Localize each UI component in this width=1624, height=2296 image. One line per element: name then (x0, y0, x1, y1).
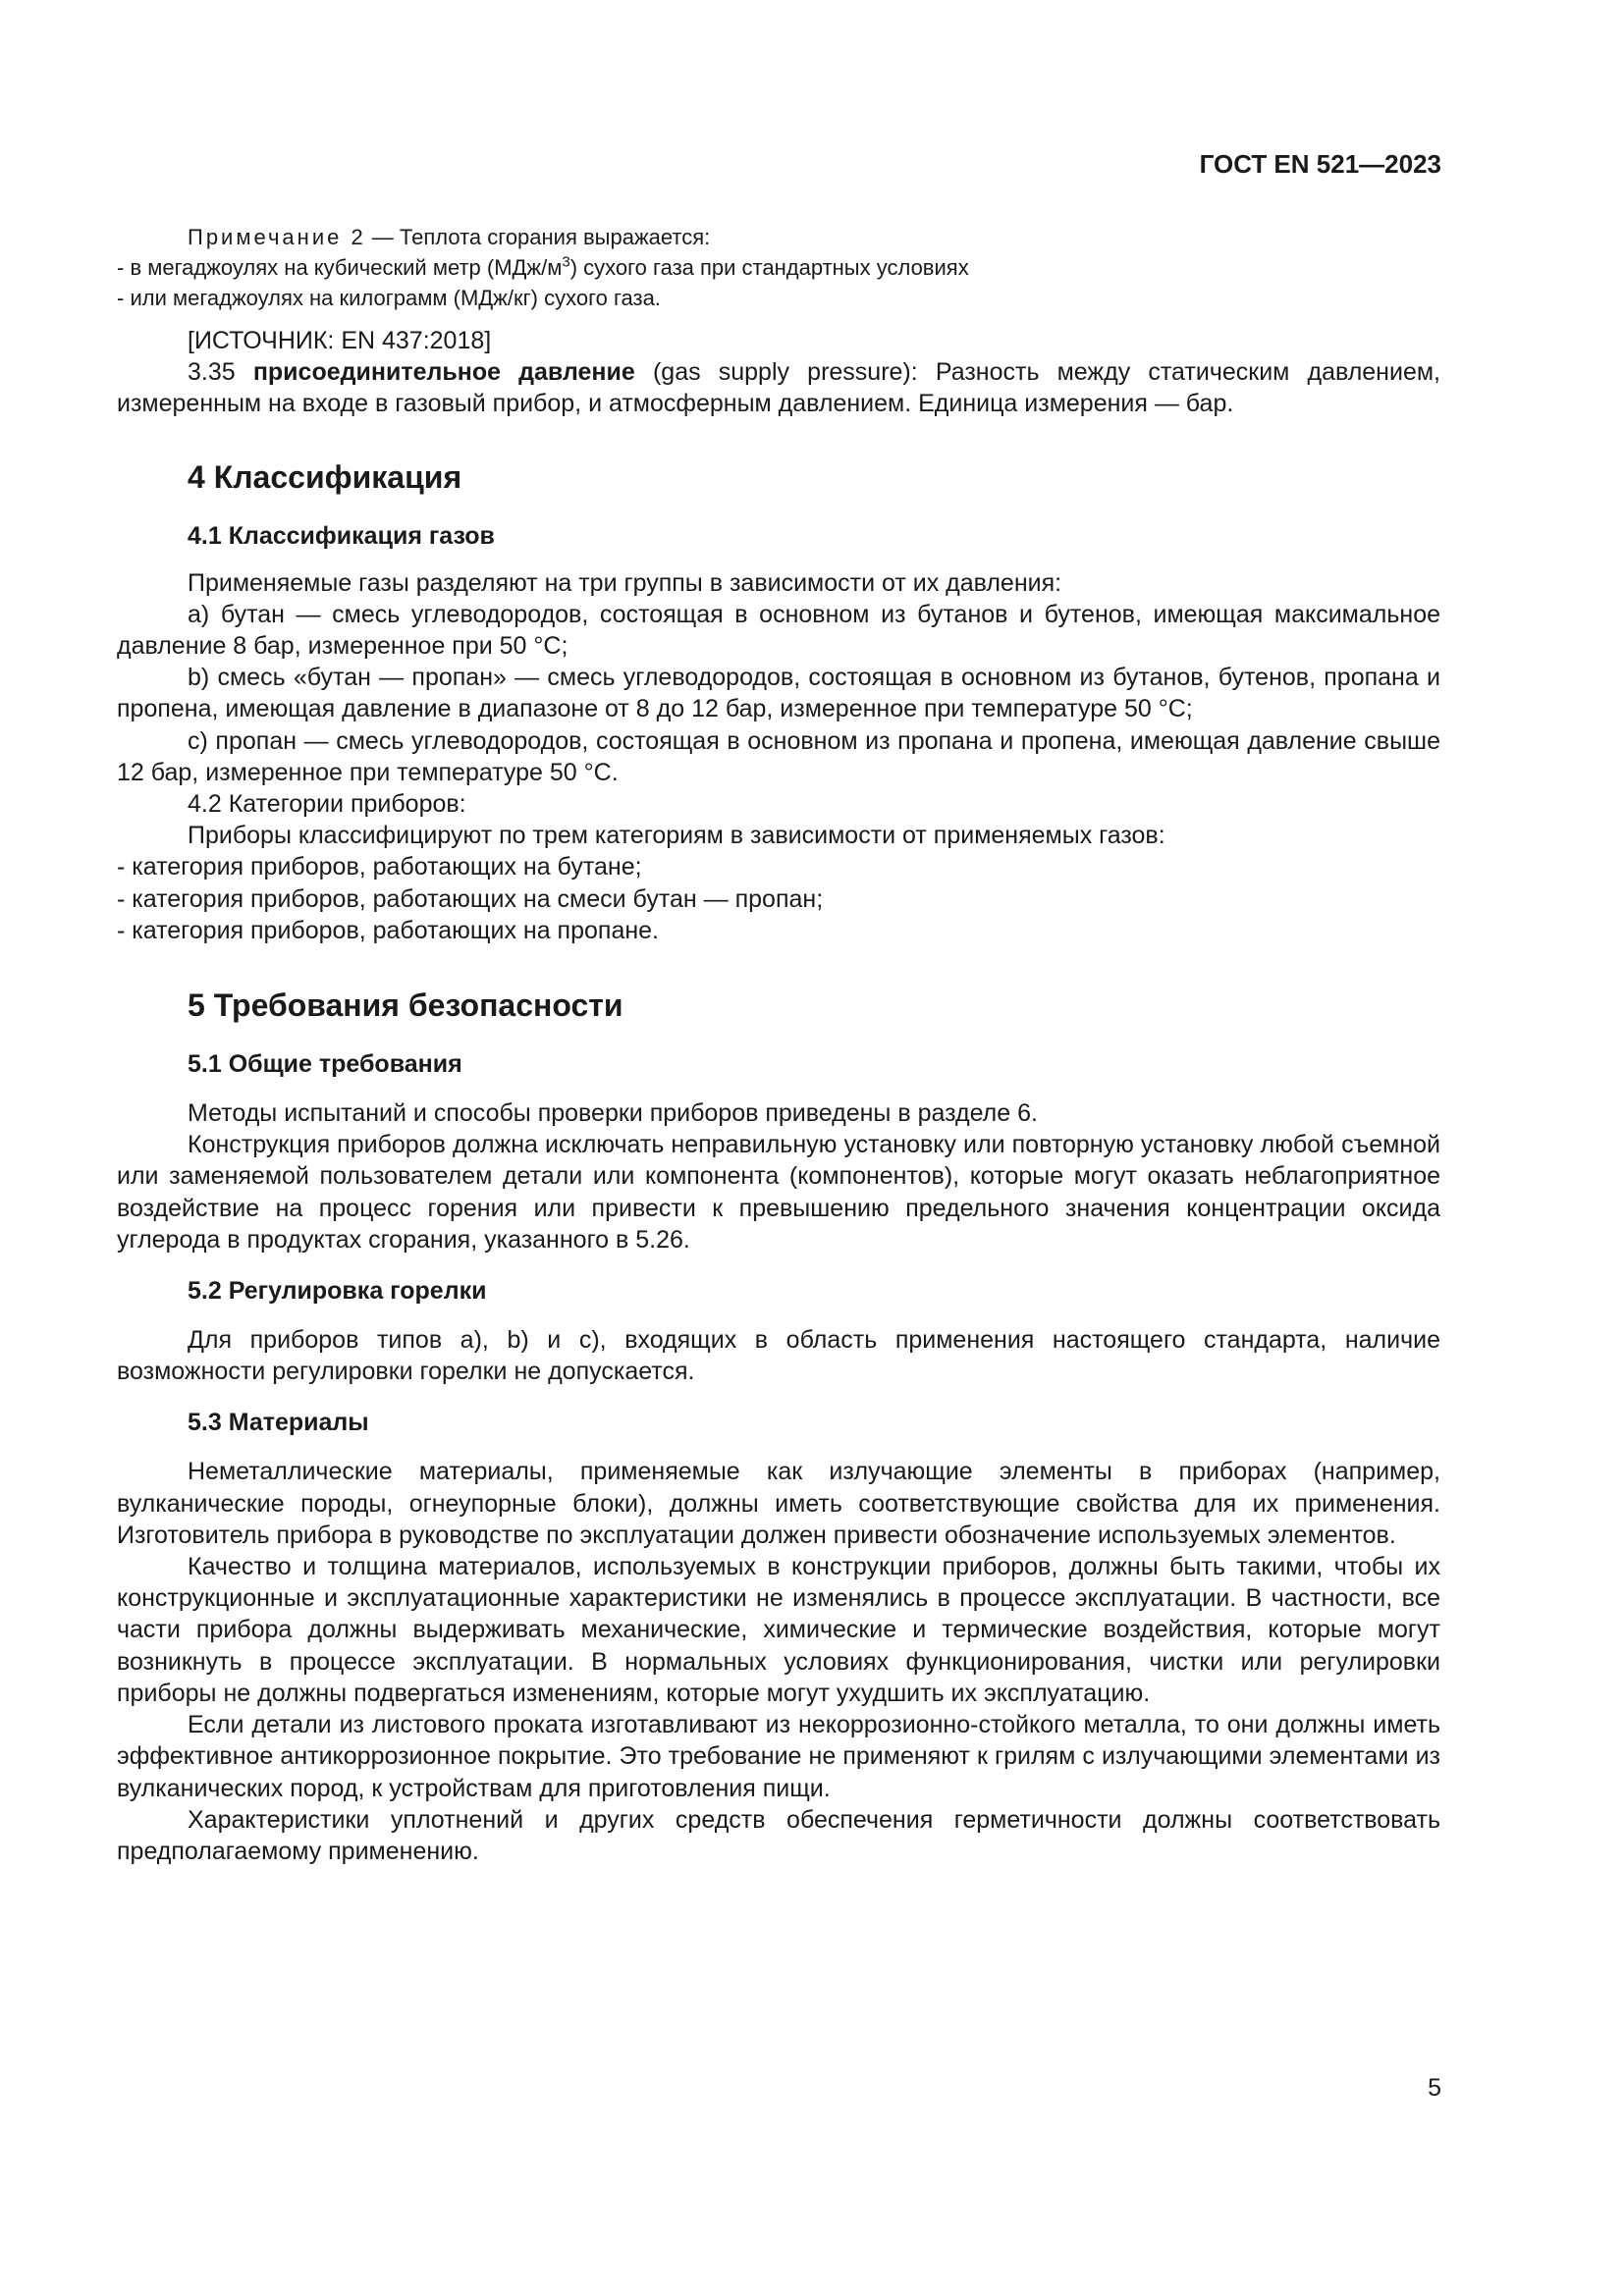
source-reference: [ИСТОЧНИК: EN 437:2018] (188, 327, 492, 354)
gas-item-c: c) пропан — смесь углеводородов, состоящая в основном из пропана и пропена, имеющая давление свыше 12 бар, измеренное при температуре 50 °C. (117, 726, 1440, 786)
defined-term: присоединительное давление (252, 358, 635, 387)
definition-3-35: 3.35 присоединительное давление (gas supply pressure): Разность между статическим давлением, измеренным на входе в газовый прибор, и атмосферным давлением. Единица измерения — бар. (117, 358, 1440, 418)
section-5-2-title: 5.2 Регулировка горелки (188, 1277, 487, 1306)
section-4-title: 4 Классификация (188, 458, 462, 495)
s51-p1: Методы испытаний и способы проверки приборов приведены в разделе 6. (188, 1099, 1038, 1128)
note-item-2: - или мегаджоулях на килограмм (МДж/кг) сухого газа. (117, 286, 661, 310)
section-5-1-title: 5.1 Общие требования (188, 1050, 462, 1079)
doc-code-header: ГОСТ EN 521—2023 (1199, 149, 1441, 179)
s41-intro: Применяемые газы разделяют на три группы в зависимости от их давления: (188, 568, 1062, 597)
s53-p3: Если детали из листового проката изготавливают из некоррозионно-стойкого металла, то они должны иметь эффективное антикоррозионное покрытие. Это требование не применяют к грилям с излучающими элементами из вулканических пород, к устройствам для приготовления пищи. (117, 1711, 1440, 1802)
s53-p2: Качество и толщина материалов, используемых в конструкции приборов, должны быть такими, чтобы их конструкционные и эксплуатационные характеристики не изменялись в процессе эксплуатации. В частности, все части прибора должны выдерживать механические, химические и термические воздействия, которые могут возникнуть в процессе эксплуатации. В нормальных условиях функционирования, чистки или регулировки приборы не должны подвергаться изменениям, которые могут ухудшить их эксплуатацию. (117, 1553, 1440, 1707)
section-5-3-title: 5.3 Материалы (188, 1409, 369, 1437)
category-item-1: - категория приборов, работающих на бутане; (117, 853, 642, 881)
note-item-1: - в мегаджоулях на кубический метр $(МДж/м^3)$ сухого газа при стандартных условиях (117, 253, 969, 280)
s53-p1: Неметаллические материалы, применяемые как излучающие элементы в приборах (например, вулканические породы, огнеупорные блоки), должны иметь соответствующие свойства для их применения. Изготовитель прибора в руководстве по эксплуатации должен привести обозначение используемых элементов. (117, 1458, 1440, 1549)
category-item-3: - категория приборов, работающих на пропане. (117, 916, 660, 944)
s42-intro: Приборы классифицируют по трем категориям в зависимости от применяемых газов: (188, 822, 1165, 850)
s51-p2: Конструкция приборов должна исключать неправильную установку или повторную установку любой съемной или заменяемой пользователем детали или компонента (компонентов), которые могут оказать неблагоприятное воздействие на процесс горения или привести к превышению предельного значения концентрации оксида углерода в продуктах сгорания, указанного в 5.26. (117, 1131, 1440, 1254)
gas-item-a: a) бутан — смесь углеводородов, состоящая в основном из бутанов и бутенов, имеющая максимальное давление 8 бар, измеренное при 50 °C; (117, 600, 1440, 661)
note-intro: Примечание 2 — Теплота сгорания выражается: (188, 225, 711, 249)
section-5-title: 5 Требования безопасности (188, 988, 623, 1024)
gas-item-b: b) смесь «бутан — пропан» — смесь углеводородов, состоящая в основном из бутанов, бутенов, пропана и пропена, имеющая давление в диапазоне от 8 до 12 бар, измеренное при температуре 50 °C; (117, 664, 1440, 723)
page-number: 5 (1428, 2074, 1441, 2102)
category-item-2: - категория приборов, работающих на смеси бутан — пропан; (117, 884, 824, 913)
s42-heading: 4.2 Категории приборов: (188, 790, 466, 819)
document-body (117, 222, 1440, 1867)
s53-p4: Характеристики уплотнений и других средств обеспечения герметичности должны соответствовать предполагаемому применению. (117, 1805, 1440, 1865)
note-label: Примечание 2 (188, 225, 366, 249)
section-4-1-title: 4.1 Классификация газов (188, 521, 495, 550)
note-2 (117, 222, 1440, 313)
s52-p1: Для приборов типов a), b) и c), входящих в область применения настоящего стандарта, наличие возможности регулировки горелки не допускается. (117, 1326, 1440, 1386)
